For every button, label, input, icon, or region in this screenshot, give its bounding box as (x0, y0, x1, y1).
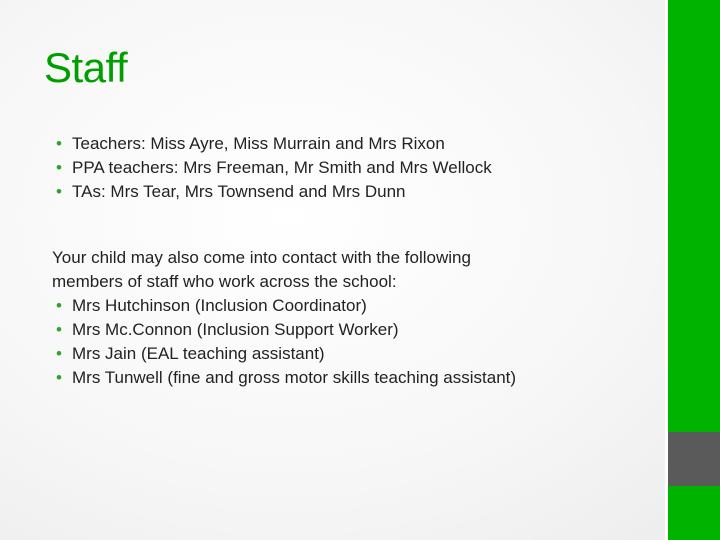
list-item: • TAs: Mrs Tear, Mrs Townsend and Mrs Dunn (56, 180, 656, 204)
teacher-bullet-list (56, 132, 656, 204)
list-item: • Teachers: Miss Ayre, Miss Murrain and Mrs Rixon (56, 132, 656, 156)
list-item: • Mrs Hutchinson (Inclusion Coordinator) (56, 294, 656, 318)
intro-line: Your child may also come into contact with the following (52, 248, 471, 267)
slide-title: Staff (44, 44, 128, 91)
list-item: • Mrs Tunwell (fine and gross motor skills teaching assistant) (56, 366, 656, 390)
list-item: • Mrs Jain (EAL teaching assistant) (56, 342, 656, 366)
list-item: • Mrs Mc.Connon (Inclusion Support Worker) (56, 318, 656, 342)
intro-line: members of staff who work across the school: (52, 272, 397, 291)
list-item: • PPA teachers: Mrs Freeman, Mr Smith and Mrs Wellock (56, 156, 656, 180)
intro-paragraph (52, 246, 652, 294)
staff-bullet-list (56, 294, 656, 390)
sidebar-gray-block (668, 432, 720, 486)
